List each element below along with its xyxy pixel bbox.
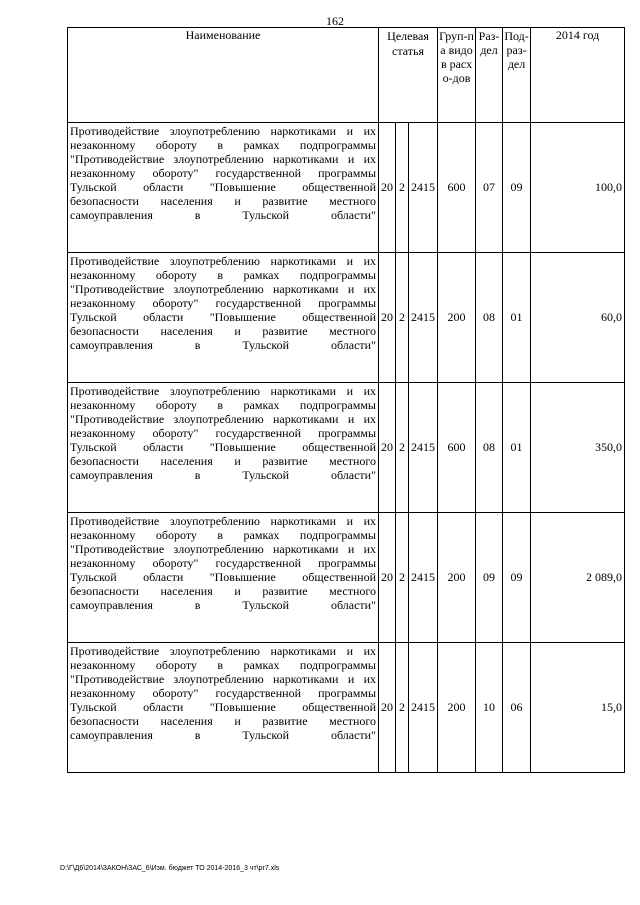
expense-group-cell: 200: [438, 513, 476, 643]
table-row: [68, 123, 625, 253]
header-expense-group: Груп-па видов расхо-дов: [438, 28, 476, 123]
target-article-part2: 2: [396, 383, 409, 513]
row-name-cell: Противодействие злоупотреблению наркотиками и их незаконному обороту в рамках подпрограммы "Противодействие злоупотреблению наркотиками и их незаконному обороту" государственной программы Тульской области "Повышение общественной безопасности населения и развитие местного самоуправления в Тульской области": [68, 383, 379, 513]
target-article-part3: 2415: [409, 123, 438, 253]
target-article-part3: 2415: [409, 513, 438, 643]
table-row: [68, 383, 625, 513]
table-body: [68, 123, 625, 773]
table-row: [68, 253, 625, 383]
row-name-cell: Противодействие злоупотреблению наркотиками и их незаконному обороту в рамках подпрограммы "Противодействие злоупотреблению наркотиками и их незаконному обороту" государственной программы Тульской области "Повышение общественной безопасности населения и развитие местного самоуправления в Тульской области": [68, 643, 379, 773]
file-path-footer: D:\Г\Д6\2014\ЗАКОН\ЗАС_6\Изм. бюджет ТО 2014-2016_3 чт\pr7.xls: [60, 865, 280, 872]
section-cell: 08: [476, 383, 503, 513]
header-target-article: Целевая статья: [379, 28, 438, 123]
target-article-part2: 2: [396, 123, 409, 253]
subsection-cell: 01: [503, 253, 531, 383]
amount-cell: 60,0: [531, 253, 625, 383]
row-name-cell: Противодействие злоупотреблению наркотиками и их незаконному обороту в рамках подпрограммы "Противодействие злоупотреблению наркотиками и их незаконному обороту" государственной программы Тульской области "Повышение общественной безопасности населения и развитие местного самоуправления в Тульской области": [68, 123, 379, 253]
header-row: [68, 28, 625, 123]
expense-group-cell: 200: [438, 253, 476, 383]
header-section: Раз-дел: [476, 28, 503, 123]
header-subsection: Под-раз-дел: [503, 28, 531, 123]
expense-group-cell: 200: [438, 643, 476, 773]
subsection-cell: 09: [503, 513, 531, 643]
target-article-part2: 2: [396, 643, 409, 773]
header-name: Наименование: [68, 28, 379, 123]
expense-group-cell: 600: [438, 383, 476, 513]
budget-table: [67, 27, 625, 773]
target-article-part1: 20: [379, 383, 396, 513]
target-article-part3: 2415: [409, 383, 438, 513]
subsection-cell: 06: [503, 643, 531, 773]
subsection-cell: 09: [503, 123, 531, 253]
target-article-part1: 20: [379, 513, 396, 643]
target-article-part2: 2: [396, 253, 409, 383]
amount-cell: 2 089,0: [531, 513, 625, 643]
header-year: 2014 год: [531, 28, 625, 123]
section-cell: 10: [476, 643, 503, 773]
row-name-cell: Противодействие злоупотреблению наркотиками и их незаконному обороту в рамках подпрограммы "Противодействие злоупотреблению наркотиками и их незаконному обороту" государственной программы Тульской области "Повышение общественной безопасности населения и развитие местного самоуправления в Тульской области": [68, 513, 379, 643]
table-row: [68, 643, 625, 773]
target-article-part3: 2415: [409, 643, 438, 773]
page-number: 162: [326, 14, 344, 28]
target-article-part1: 20: [379, 643, 396, 773]
section-cell: 08: [476, 253, 503, 383]
target-article-part2: 2: [396, 513, 409, 643]
target-article-part1: 20: [379, 253, 396, 383]
amount-cell: 100,0: [531, 123, 625, 253]
target-article-part3: 2415: [409, 253, 438, 383]
target-article-part1: 20: [379, 123, 396, 253]
row-name-cell: Противодействие злоупотреблению наркотиками и их незаконному обороту в рамках подпрограммы "Противодействие злоупотреблению наркотиками и их незаконному обороту" государственной программы Тульской области "Повышение общественной безопасности населения и развитие местного самоуправления в Тульской области": [68, 253, 379, 383]
expense-group-cell: 600: [438, 123, 476, 253]
section-cell: 07: [476, 123, 503, 253]
table-row: [68, 513, 625, 643]
subsection-cell: 01: [503, 383, 531, 513]
section-cell: 09: [476, 513, 503, 643]
amount-cell: 350,0: [531, 383, 625, 513]
amount-cell: 15,0: [531, 643, 625, 773]
